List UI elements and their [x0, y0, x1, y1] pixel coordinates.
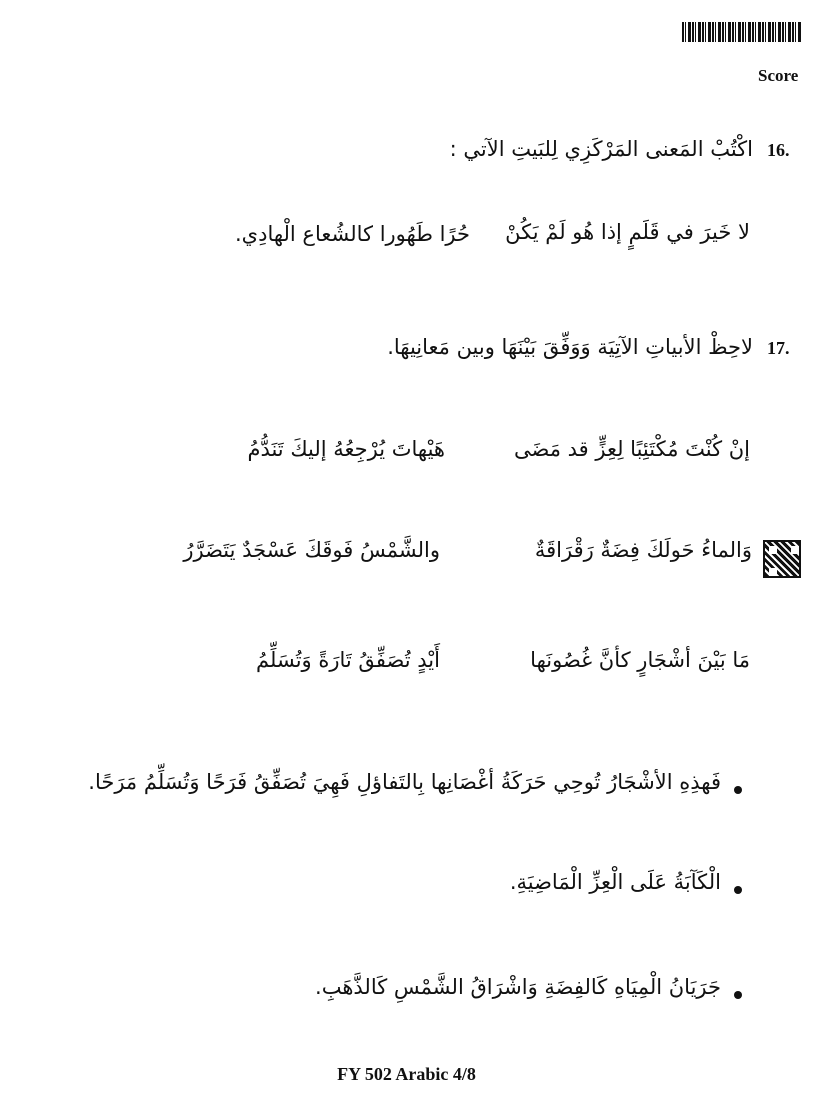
- meaning-2: الْكَآبَةُ عَلَى الْعِزِّ الْمَاضِيَةِ.: [509, 870, 721, 894]
- q16-verse-first-hemistich: لا خَيرَ في قَلَمٍ إذا هُو لَمْ يَكُنْ: [505, 220, 750, 244]
- question-17-prompt: لاحِظْ الأبياتِ الآتِيَة وَوَفِّقَ بَيْنَهَا وبين مَعانِيهَا.: [387, 335, 753, 359]
- qr-code: [763, 540, 801, 578]
- score-label: Score: [758, 66, 799, 85]
- q16-verse-second-hemistich: حُرًا طَهُورا كالشُعاع الْهادِي.: [234, 222, 470, 246]
- page-footer: FY 502 Arabic 4/8: [337, 1064, 476, 1084]
- q17-verse-2-second: والشَّمْسُ فَوقَكَ عَسْجَدٌ يَتَضَرَّرُ: [183, 538, 440, 562]
- barcode: [682, 22, 802, 42]
- q17-verse-3-first: مَا بَيْنَ أشْجَارٍ كأنَّ غُصُونَها: [530, 648, 750, 672]
- q17-verse-1-first: إنْ كُنْتَ مُكْتَئِبًا لِعِزٍّ قد مَضَى: [514, 437, 750, 461]
- bullet-1: [734, 786, 742, 794]
- q17-verse-1-second: هَيْهاتَ يُرْجِعُهُ إليكَ تَنَدُّمُ: [247, 437, 445, 461]
- meaning-3: جَرَيَانُ الْمِيَاهِ كَالفِضَةِ وَاشْرَاقُ الشَّمْسِ كَالذَّهَبِ.: [315, 975, 721, 999]
- bullet-2: [734, 886, 742, 894]
- meaning-1: فَهذِهِ الأشْجَارُ تُوحِي حَرَكَةُ أغْصَانِها بِالتَفاؤلِ فَهِيَ تُصَفِّقُ فَرَحًا وَتُسَلِّمُ مَرَحًا.: [88, 770, 721, 794]
- question-17-number: 17.: [767, 338, 790, 358]
- question-16-prompt: اكْتُبْ المَعنى المَرْكَزِي لِلبَيتِ الآتي :: [449, 137, 753, 161]
- q17-verse-2-first: وَالماءُ حَولَكَ فِضَةٌ رَقْرَاقَةٌ: [534, 538, 752, 562]
- question-16-number: 16.: [767, 140, 790, 160]
- bullet-3: [734, 991, 742, 999]
- q17-verse-3-second: أَيْدٍ تُصَفِّقُ تَارَةً وَتُسَلِّمُ: [256, 648, 440, 672]
